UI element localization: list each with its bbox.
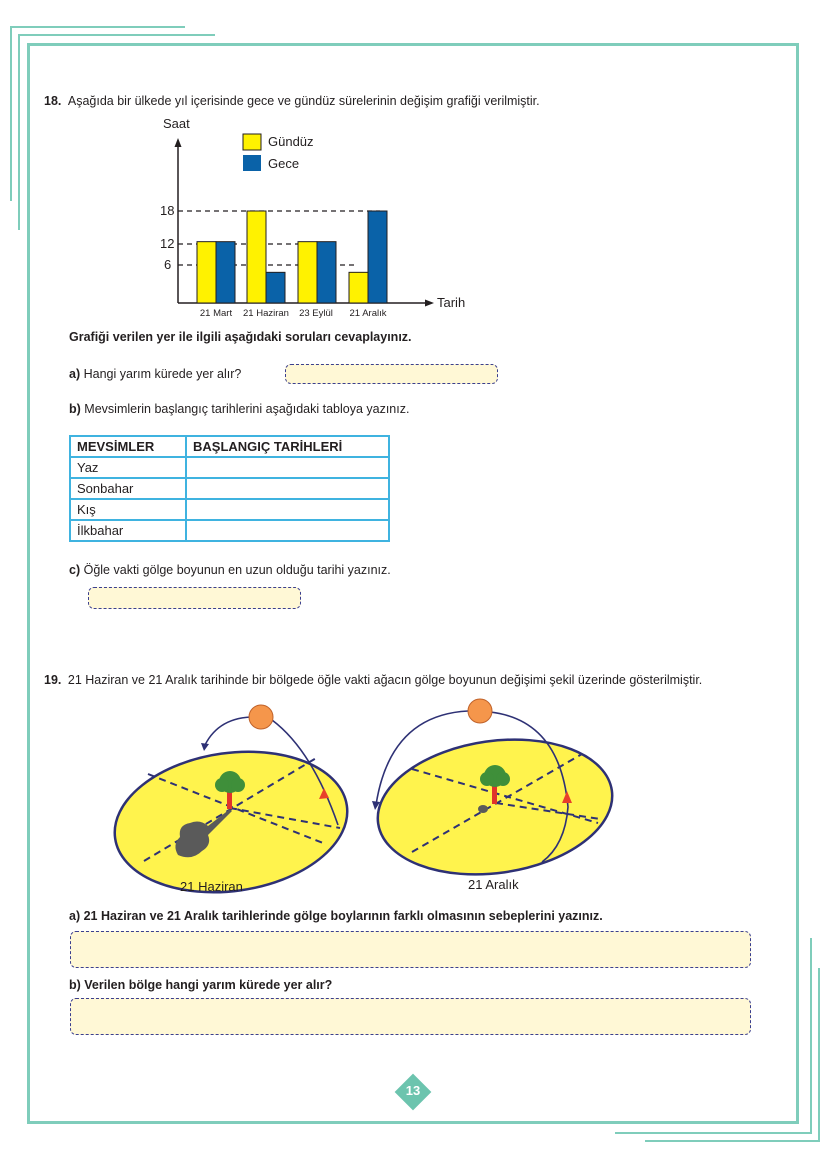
q18-instruction: Grafiği verilen yer ile ilgili aşağıdaki soruları cevaplayınız. [69, 330, 412, 344]
q18-a-label: a) [69, 367, 81, 381]
bar-gunduz [298, 242, 317, 303]
table-header-start-dates: BAŞLANGIÇ TARİHLERİ [186, 436, 389, 457]
start-date-cell[interactable] [186, 457, 389, 478]
q18-a-answer-field[interactable] [285, 364, 498, 384]
start-date-cell[interactable] [186, 520, 389, 541]
decor-line-right-2 [818, 968, 820, 1142]
figure-label-21-aralik: 21 Aralık [468, 877, 519, 892]
decor-line-left-2 [18, 34, 20, 230]
q19-b-answer-field[interactable] [70, 998, 751, 1035]
table-row [70, 520, 389, 541]
q18-c [69, 563, 391, 577]
figure-21-haziran [100, 695, 360, 895]
x-axis-label: Tarih [437, 295, 466, 310]
bar-gunduz [247, 211, 266, 303]
day-night-chart [150, 110, 480, 320]
legend-swatch-gunduz [243, 134, 261, 150]
decor-line-top-2 [18, 34, 215, 36]
y-tick-18: 18 [160, 203, 175, 218]
table-row [70, 457, 389, 478]
figure-21-aralik [360, 695, 630, 895]
q19-a-text: a) 21 Haziran ve 21 Aralık tarihlerinde gölge boylarının farklı olmasının sebeplerini yazınız. [69, 909, 603, 923]
decor-line-top-1 [10, 26, 185, 28]
x-tick-21-haziran: 21 Haziran [243, 308, 289, 319]
start-date-cell[interactable] [186, 478, 389, 499]
q18-a-text: Hangi yarım kürede yer alır? [83, 367, 242, 381]
bar-gece [216, 242, 235, 303]
x-tick-21-mart: 21 Mart [199, 308, 233, 319]
y-axis-label: Saat [163, 116, 190, 131]
q18-prompt [44, 94, 540, 108]
page-number: 13 [405, 1083, 421, 1098]
q19-prompt [44, 673, 702, 687]
q18-c-answer-field[interactable] [88, 587, 301, 609]
table-row [70, 478, 389, 499]
q18-number: 18. [44, 94, 62, 108]
bar-gece [266, 272, 285, 303]
sun-icon [468, 699, 492, 723]
legend-label-gunduz: Gündüz [268, 134, 314, 149]
q18-b [69, 402, 409, 416]
start-date-cell[interactable] [186, 499, 389, 520]
q19-b-text: b) Verilen bölge hangi yarım kürede yer alır? [69, 978, 333, 992]
legend-swatch-gece [243, 155, 261, 171]
q18-prompt-text: Aşağıda bir ülkede yıl içerisinde gece ve gündüz sürelerinin değişim grafiği verilmiştir. [67, 94, 540, 108]
bar-gunduz [349, 272, 368, 303]
table-row [70, 499, 389, 520]
season-cell: İlkbahar [70, 520, 186, 541]
q18-b-label: b) [69, 402, 81, 416]
legend-label-gece: Gece [268, 156, 300, 171]
sun-icon [249, 705, 273, 729]
season-cell: Kış [70, 499, 186, 520]
bar-gece [368, 211, 387, 303]
y-axis-arrow-icon [175, 138, 182, 147]
seasons-table [69, 435, 390, 542]
q18-b-text: Mevsimlerin başlangıç tarihlerini aşağıdaki tabloya yazınız. [84, 402, 410, 416]
x-tick-21-aralik: 21 Aralık [349, 308, 387, 319]
figure-label-21-haziran: 21 Haziran [180, 879, 243, 894]
decor-line-bottom-2 [645, 1140, 820, 1142]
x-axis-arrow-icon [425, 300, 434, 307]
q19-prompt-text: 21 Haziran ve 21 Aralık tarihinde bir bölgede öğle vakti ağacın gölge boyunun değişimi şekil üzerinde gösterilmiştir. [67, 673, 703, 687]
decor-line-left-1 [10, 26, 12, 201]
bar-gece [317, 242, 336, 303]
decor-line-right-1 [810, 938, 812, 1134]
q18-c-label: c) [69, 563, 81, 577]
arrow-down-icon [201, 743, 209, 751]
y-tick-6: 6 [164, 257, 172, 272]
q18-c-text: Öğle vakti gölge boyunun en uzun olduğu tarihi yazınız. [83, 563, 391, 577]
q18-a [69, 367, 241, 381]
season-cell: Sonbahar [70, 478, 186, 499]
q19-a-answer-field[interactable] [70, 931, 751, 968]
shadow-icon [478, 805, 488, 813]
x-tick-23-eylul: 23 Eylül [299, 308, 333, 319]
y-tick-12: 12 [160, 236, 175, 251]
bar-gunduz [197, 242, 216, 303]
season-cell: Yaz [70, 457, 186, 478]
table-header-seasons: MEVSİMLER [70, 436, 186, 457]
decor-line-bottom-1 [615, 1132, 812, 1134]
q19-number: 19. [44, 673, 62, 687]
